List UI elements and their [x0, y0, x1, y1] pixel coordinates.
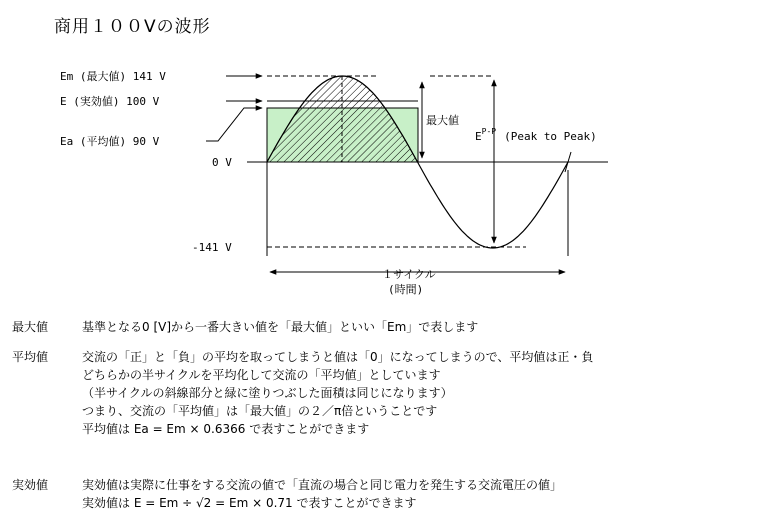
description-line: 平均値は Ea = Em × 0.6366 で表すことができます	[82, 422, 370, 436]
max-value-description	[82, 318, 478, 336]
peak-to-peak-label: $E^{P-P}$ (Peak to Peak)	[475, 127, 597, 143]
ea-label: Ea (平均値) 90 V	[60, 135, 160, 148]
description-line: 実効値は E = Em ÷ √2 = Em × 0.71 で表すことができます	[82, 496, 417, 510]
description-line: 実効値は実際に仕事をする交流の値で「直流の場合と同じ電力を発生する交流電圧の値」	[82, 478, 563, 492]
average-value-term: 平均値	[12, 350, 49, 364]
zero-volt-label: 0 V	[212, 156, 232, 169]
rms-value-term: 実効値	[12, 478, 49, 492]
negative-peak-label: -141 V	[192, 241, 232, 254]
description-line: 基準となる0 [V]から一番大きい値を「最大値」といい「Em」で表します	[82, 320, 479, 334]
page-title: 商用１００Vの波形	[54, 17, 211, 37]
em-label: Em (最大値) 141 V	[60, 70, 166, 83]
ea-arrow	[206, 108, 262, 141]
max-value-label: 最大値	[426, 114, 459, 127]
description-line: （半サイクルの斜線部分と緑に塗りつぶした面積は同じになります）	[82, 386, 453, 400]
e-label: E (実効値) 100 V	[60, 95, 160, 108]
cycle-label: １サイクル	[382, 268, 436, 281]
description-line: 交流の「正」と「負」の平均を取ってしまうと値は「0」になってしまうので、平均値は正・負	[82, 350, 594, 364]
average-value-description	[82, 348, 593, 438]
description-line: どちらかの半サイクルを平均化して交流の「平均値」としています	[82, 368, 441, 382]
time-label: (時間)	[388, 283, 424, 296]
max-value-term: 最大値	[12, 320, 49, 334]
description-line: つまり、交流の「平均値」は「最大値」の２／π倍ということです	[82, 404, 438, 418]
rms-value-description	[82, 476, 562, 512]
